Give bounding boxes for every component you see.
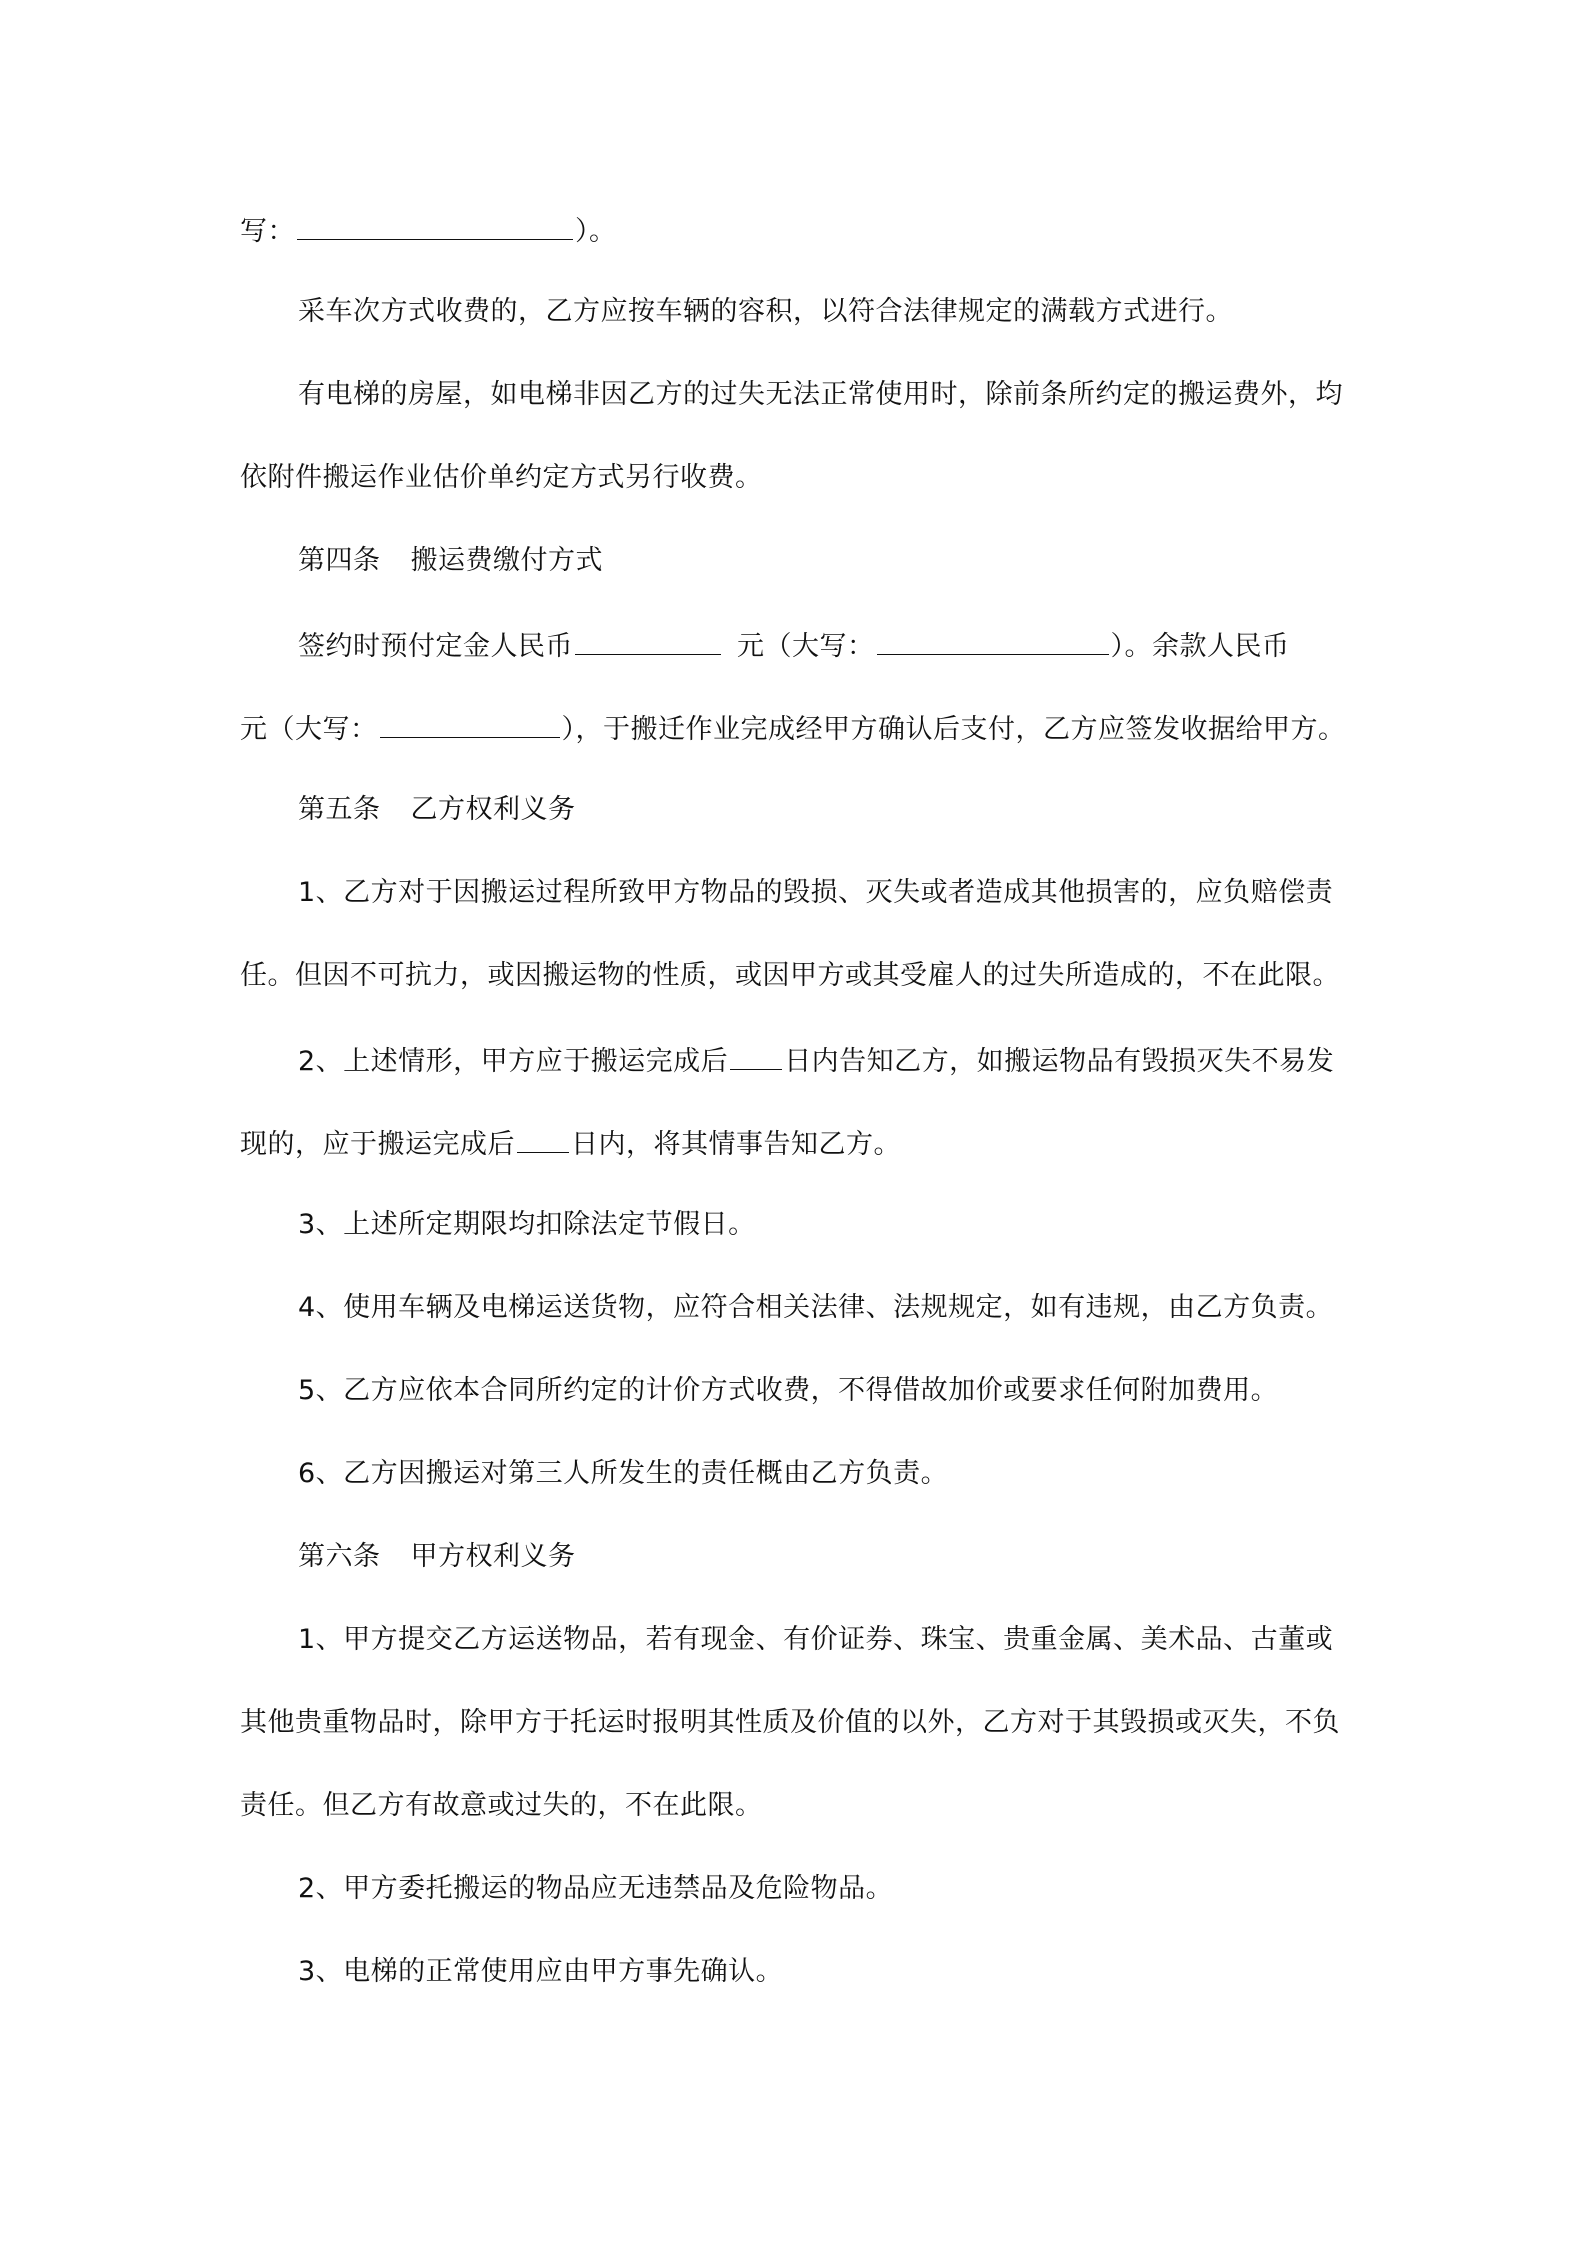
- article-title: 搬运费缴付方式: [410, 545, 603, 576]
- article-title: 乙方权利义务: [410, 794, 576, 825]
- article-number: 第四条: [298, 545, 381, 576]
- paragraph-line: 5、乙方应依本合同所约定的计价方式收费，不得借故加价或要求任何附加费用。: [298, 1375, 1279, 1406]
- text: 日内告知乙方，如搬运物品有毁损灭失不易发: [784, 1046, 1335, 1077]
- line-1: [240, 209, 617, 252]
- paragraph-line: 有电梯的房屋，如电梯非因乙方的过失无法正常使用时，除前条所约定的搬运费外，均: [298, 379, 1343, 410]
- blank-field: [575, 624, 721, 655]
- paragraph-line: 1、甲方提交乙方运送物品，若有现金、有价证券、珠宝、贵重金属、美术品、古董或: [298, 1624, 1334, 1655]
- text: 现的，应于搬运完成后: [240, 1129, 515, 1160]
- article-number: 第五条: [298, 794, 381, 825]
- text: 日内，将其情事告知乙方。: [571, 1129, 901, 1160]
- paragraph-line: [298, 624, 1290, 667]
- paragraph-line: 3、电梯的正常使用应由甲方事先确认。: [298, 1956, 784, 1987]
- text: ）。余款人民币: [1110, 631, 1290, 662]
- paragraph-line: 6、乙方因搬运对第三人所发生的责任概由乙方负责。: [298, 1458, 949, 1489]
- paragraph-line: 其他贵重物品时，除甲方于托运时报明其性质及价值的以外，乙方对于其毁损或灭失，不负: [240, 1707, 1340, 1738]
- blank-field: [877, 624, 1109, 655]
- article-heading: [298, 541, 603, 581]
- paragraph-line: 责任。但乙方有故意或过失的，不在此限。: [240, 1790, 763, 1821]
- paragraph-line: 4、使用车辆及电梯运送货物，应符合相关法律、法规规定，如有违规，由乙方负责。: [298, 1292, 1334, 1323]
- blank-field: [730, 1039, 782, 1070]
- text: ），于搬迁作业完成经甲方确认后支付，乙方应签发收据给甲方。: [561, 714, 1346, 745]
- paragraph-line: 3、上述所定期限均扣除法定节假日。: [298, 1209, 756, 1240]
- paragraph-line: 依附件搬运作业估价单约定方式另行收费。: [240, 462, 763, 493]
- paragraph-line: [298, 1039, 1334, 1082]
- paragraph-line: 2、甲方委托搬运的物品应无违禁品及危险物品。: [298, 1873, 894, 1904]
- paragraph-line: [240, 707, 1346, 750]
- blank-field: [517, 1122, 569, 1153]
- text: 元（大写：: [240, 714, 378, 745]
- article-title: 甲方权利义务: [410, 1541, 576, 1572]
- paragraph-line: 采车次方式收费的，乙方应按车辆的容积，以符合法律规定的满载方式进行。: [298, 296, 1233, 327]
- text: ）。: [575, 216, 617, 247]
- paragraph-line: 任。但因不可抗力，或因搬运物的性质，或因甲方或其受雇人的过失所造成的，不在此限。: [240, 960, 1340, 991]
- article-heading: [298, 790, 576, 830]
- text: 2、上述情形，甲方应于搬运完成后: [298, 1046, 729, 1077]
- text: 元（大写：: [737, 631, 875, 662]
- paragraph-line: 1、乙方对于因搬运过程所致甲方物品的毁损、灭失或者造成其他损害的，应负赔偿责: [298, 877, 1334, 908]
- text: 签约时预付定金人民币: [298, 631, 573, 662]
- blank-field: [297, 209, 573, 240]
- text: 写：: [240, 216, 295, 247]
- article-number: 第六条: [298, 1541, 381, 1572]
- paragraph-line: [240, 1122, 901, 1165]
- blank-field: [380, 707, 560, 738]
- article-heading: [298, 1537, 576, 1577]
